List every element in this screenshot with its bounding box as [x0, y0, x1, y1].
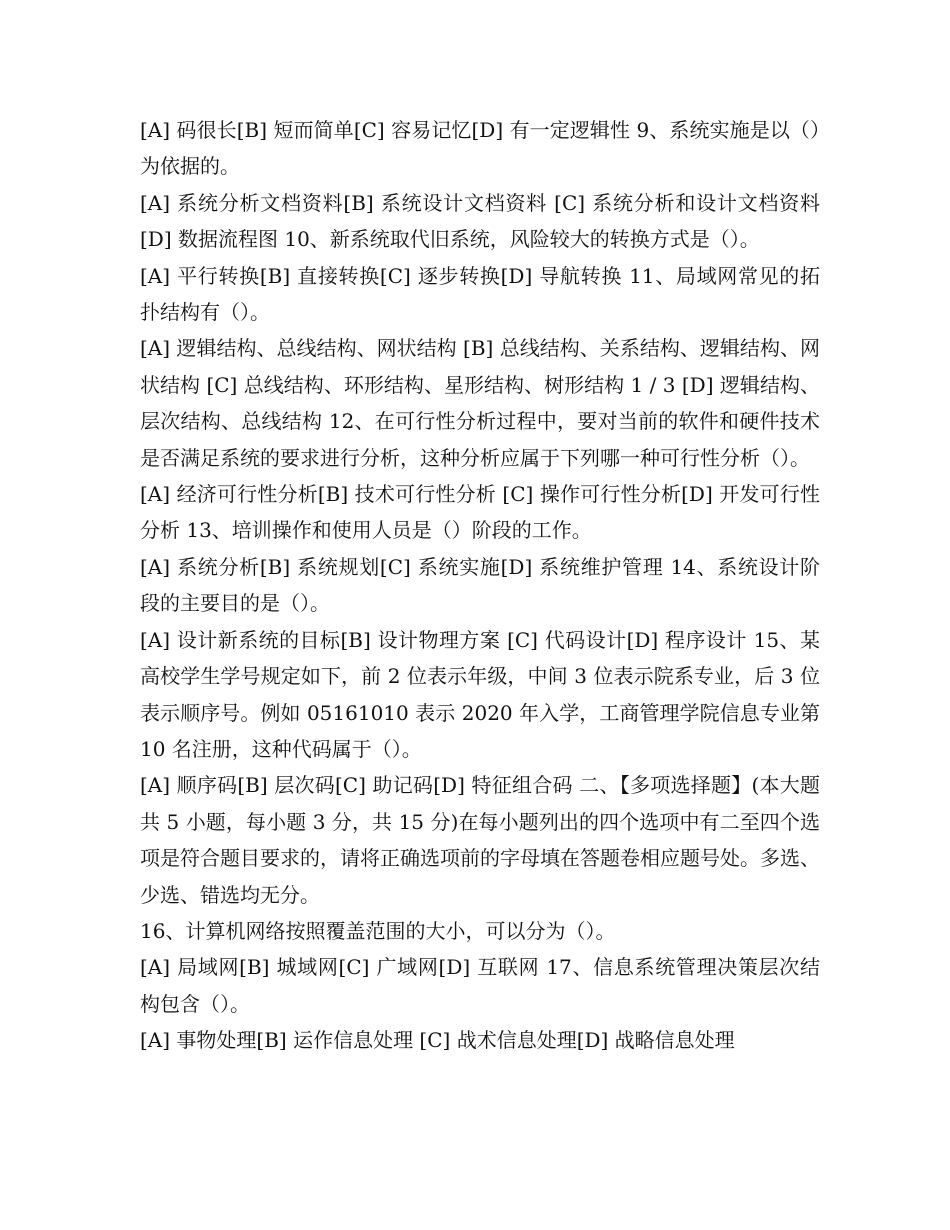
- paragraph-options-17: [A] 局域网[B] 城域网[C] 广域网[D] 互联网 17、信息系统管理决策层次结构包含（）。: [140, 955, 820, 1016]
- paragraph-options-13: [A] 经济可行性分析[B] 技术可行性分析 [C] 操作可行性分析[D] 开发可行性分析 13、培训操作和使用人员是（）阶段的工作。: [140, 482, 820, 543]
- paragraph-options-11: [A] 平行转换[B] 直接转换[C] 逐步转换[D] 导航转换 11、局域网常见的拓扑结构有（）。: [140, 263, 820, 325]
- paragraph-options-10: [A] 系统分析文档资料[B] 系统设计文档资料 [C] 系统分析和设计文档资料[D] 数据流程图 10、新系统取代旧系统，风险较大的转换方式是（）。: [140, 190, 820, 252]
- paragraph-options-12: [A] 逻辑结构、总线结构、网状结构 [B] 总线结构、关系结构、逻辑结构、网状结构 [C] 总线结构、环形结构、星形结构、树形结构 1 / 3 [D] 逻辑结构、层次结构、总线结构 12、在可行性分析过程中，要对当前的软件和硬件技术是否满足系统的要求进行分析，这种分析应属于下列哪一种可行性分析（）。: [140, 336, 820, 470]
- exam-text-body: [140, 112, 820, 1059]
- paragraph-options-15: [A] 设计新系统的目标[B] 设计物理方案 [C] 代码设计[D] 程序设计 15、某高校学生学号规定如下，前 2 位表示年级，中间 3 位表示院系专业，后 3 位表示顺序号。例如 05161010 表示 2020 年入学，工商管理学院信息专业第 10 名注册，这种代码属于（）。: [140, 627, 820, 761]
- paragraph-question-16: 16、计算机网络按照覆盖范围的大小，可以分为（）。: [140, 918, 616, 943]
- paragraph-options-14: [A] 系统分析[B] 系统规划[C] 系统实施[D] 系统维护管理 14、系统设计阶段的主要目的是（）。: [140, 554, 820, 616]
- paragraph-options-9: [A] 码很长[B] 短而简单[C] 容易记忆[D] 有一定逻辑性 9、系统实施是以（）为依据的。: [140, 118, 820, 179]
- paragraph-options-last: [A] 事物处理[B] 运作信息处理 [C] 战术信息处理[D] 战略信息处理: [140, 1028, 735, 1053]
- paragraph-section-multiple-choice: [A] 顺序码[B] 层次码[C] 助记码[D] 特征组合码 二、【多项选择题】(本大题共 5 小题，每小题 3 分，共 15 分)在每小题列出的四个选项中有二至四个选项是符合题目要求的，请将正确选项前的字母填在答题卷相应题号处。多选、少选、错选均无分。: [140, 773, 820, 907]
